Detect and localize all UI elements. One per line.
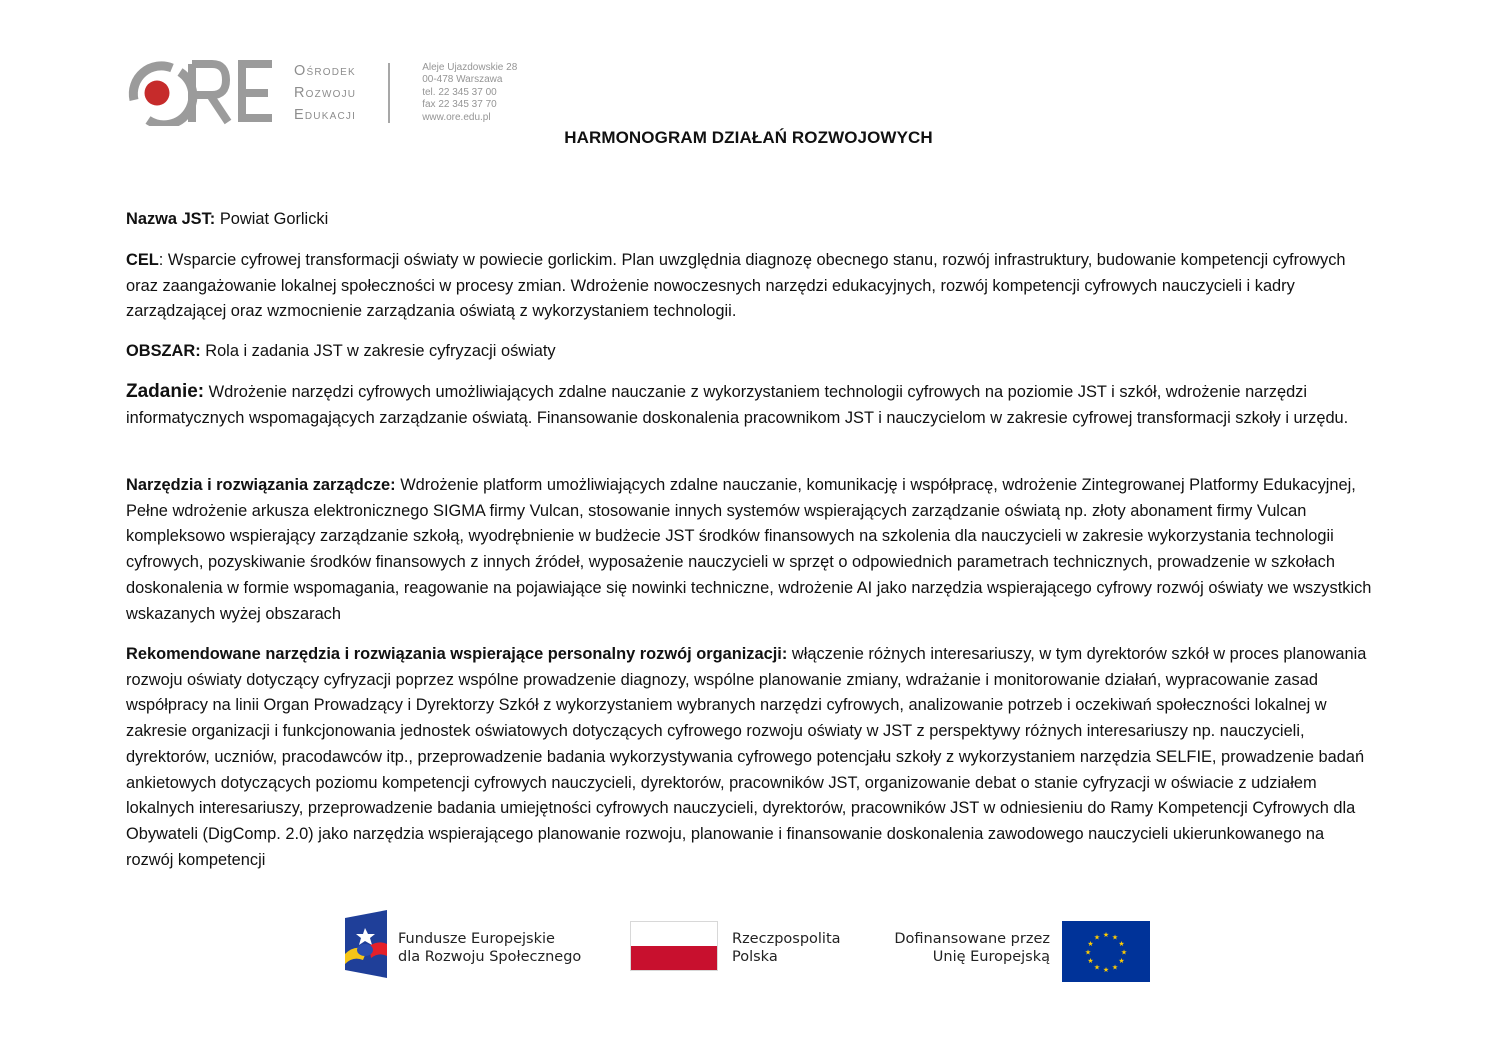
ore-logo-icon (126, 60, 276, 126)
website-line: www.ore.edu.pl (422, 111, 491, 123)
section-zadanie (126, 379, 1376, 431)
org-name (294, 60, 356, 126)
svg-text:★: ★ (1120, 948, 1128, 957)
fe-line: Fundusze Europejskie (398, 931, 555, 947)
svg-text:★: ★ (1102, 931, 1110, 939)
svg-text:★: ★ (1093, 963, 1101, 972)
fax-line: fax 22 345 37 70 (422, 99, 497, 111)
section-cel (126, 248, 1376, 325)
svg-text:★: ★ (1087, 940, 1094, 948)
section-text: włączenie różnych interesariuszy, w tym dyrektorów szkół w proces planowania rozwoju oświaty dotyczący cyfryzacji poprzez wspólne prowadzenie diagnozy, wspólne planowanie zmiany, wdrażanie i monitorowanie działań, wypracowanie zasad współpracy na linii Organ Prowadzący i Dyrektorzy Szkół z wykorzystaniem wybranych narzędzi cyfrowych, analizowanie potrzeb i oczekiwań społeczności lokalnej w zakresie organizacji i funkcjonowania jednostek oświatowych dotyczących cyfrowego rozwoju oświaty w JST z perspektywy różnych interesariuszy np. nauczycieli, dyrektorów, uczniów, pracodawców itp., przeprowadzenie badania wykorzystywania cyfrowego potencjału szkoły z wykorzystaniem narzędzia SELFIE, prowadzenie badań ankietowych dotyczących poziomu kompetencji cyfrowych nauczycieli, dyrektorów, pracowników JST, organizowanie debat o stanie cyfryzacji w oświacie z udziałem lokalnych interesariuszy, przeprowadzenie badania umiejętności cyfrowych nauczycieli, dyrektorów, pracowników JST w odniesieniu do Ramy Kompetencji Cyfrowych dla Obywateli (DigComp. 2.0) jako narzędzia wspierającego planowanie rozwoju, planowanie i finansowanie doskonalenia zawodowego nauczycieli ukierunkowanego na rozwój kompetencji (126, 645, 1367, 869)
svg-text:★: ★ (1111, 963, 1119, 972)
eu-cofunded-text (860, 930, 1050, 966)
section-label: Zadanie: (126, 381, 205, 402)
polish-flag-icon (630, 921, 718, 971)
address-line: Aleje Ujazdowskie 28 (422, 61, 518, 73)
svg-text:★: ★ (1118, 940, 1125, 948)
svg-text:★: ★ (1111, 933, 1119, 942)
eu-line: Unię Europejską (932, 949, 1050, 965)
fundusze-europejskie-logo-icon (345, 910, 387, 978)
section-narzedzia-zarzadcze (126, 473, 1376, 627)
section-obszar (126, 339, 556, 365)
svg-text:★: ★ (1084, 948, 1092, 957)
section-label: Rekomendowane narzędzia i rozwiązania wspierające personalny rozwój organizacji: (126, 645, 788, 663)
funding-footer (0, 910, 1497, 980)
section-text: : Wsparcie cyfrowej transformacji oświaty w powiecie gorlickim. Plan uwzględnia diagnozę obecnego stanu, rozwój infrastruktury, budowanie kompetencji cyfrowych oraz zaangażowanie lokalnej społeczności w procesy zmian. Wdrożenie nowoczesnych narzędzi edukacyjnych, rozwój kompetencji cyfrowych nauczycieli i kadry zarządzającej oraz wzmocnienie zarządzania oświatą z wykorzystaniem technologii. (126, 251, 1346, 321)
org-address (422, 62, 517, 125)
document-title: HARMONOGRAM DZIAŁAŃ ROZWOJOWYCH (564, 128, 933, 147)
rzeczpospolita-polska-text (732, 930, 841, 966)
svg-text:★: ★ (1093, 933, 1101, 942)
eu-flag-icon (1062, 921, 1150, 982)
fundusze-europejskie-text (398, 930, 581, 966)
svg-text:★: ★ (1087, 957, 1094, 965)
header-divider (388, 63, 390, 123)
svg-text:★: ★ (1102, 966, 1110, 974)
section-nazwa-jst (126, 207, 328, 233)
section-label: OBSZAR: (126, 342, 201, 360)
section-text: Wdrożenie narzędzi cyfrowych umożliwiających zdalne nauczanie z wykorzystaniem technologii cyfrowych na poziomie JST i szkół, wdrożenie narzędzi informatycznych wspomagających zarządzanie oświatą. Finansowanie doskonalenia pracownikom JST i nauczycielom w zakresie cyfrowej transformacji szkoły i urzędu. (126, 383, 1349, 427)
section-label: Nazwa JST: (126, 210, 216, 228)
org-name-line: Edukacji (294, 107, 357, 123)
section-text: Rola i zadania JST w zakresie cyfryzacji oświaty (200, 342, 556, 360)
org-name-line: Ośrodek (294, 63, 356, 79)
phone-line: tel. 22 345 37 00 (422, 86, 497, 98)
svg-text:★: ★ (1118, 957, 1125, 965)
ore-logo (126, 60, 276, 126)
section-text: Powiat Gorlicki (215, 210, 329, 228)
section-label: Narzędzia i rozwiązania zarządcze: (126, 476, 396, 494)
section-label: CEL (126, 251, 159, 269)
eu-line: Dofinansowane przez (894, 931, 1050, 947)
pl-line: Rzeczpospolita (732, 931, 841, 947)
org-name-line: Rozwoju (294, 85, 357, 101)
ore-header (126, 60, 517, 126)
pl-line: Polska (732, 949, 778, 965)
address-line: 00-478 Warszawa (422, 74, 503, 86)
section-rekomendowane (126, 642, 1376, 873)
section-text: Wdrożenie platform umożliwiających zdalne nauczanie, komunikację i współpracę, wdrożenie Zintegrowanej Platformy Edukacyjnej, Pełne wdrożenie arkusza elektronicznego SIGMA firmy Vulcan, stosowanie innych systemów wspierających zarządzanie oświatą np. złoty abonament firmy Vulcan kompleksowo wspierający zarządzanie szkołą, wyodrębnienie w budżecie JST środków finansowych na szkolenia dla nauczycieli w zakresie wykorzystania technologii cyfrowych, pozyskiwanie środków finansowych z innych źródeł, wyposażenie nauczycieli w sprzęt o odpowiednich parametrach technicznych, prowadzenie w szkołach doskonalenia w formie wspomagania, reagowanie na pojawiające się nowinki techniczne, wdrożenie AI jako narzędzia wspierającego cyfrowy rozwój oświaty we wszystkich wskazanych wyżej obszarach (126, 476, 1372, 623)
fe-line: dla Rozwoju Społecznego (398, 949, 582, 965)
